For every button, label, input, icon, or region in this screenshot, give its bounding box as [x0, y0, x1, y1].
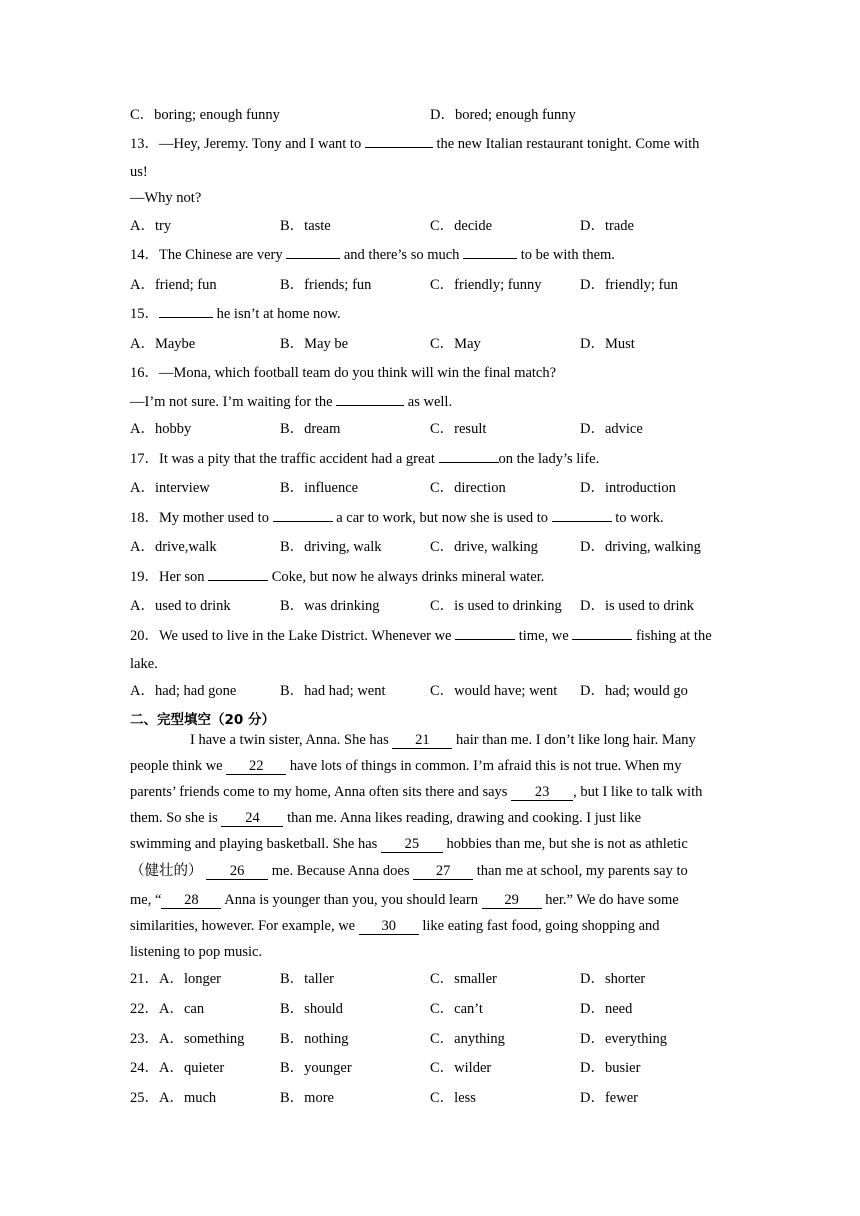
passage-line	[130, 917, 660, 935]
q12-option-c: C．boring; enough funny	[130, 107, 280, 123]
q19-stem	[130, 568, 544, 586]
q25-option-a: 25．A．much	[130, 1090, 217, 1106]
text-segment: me, “	[130, 892, 162, 908]
q15-option-d: D．Must	[580, 336, 635, 352]
q16-stem: 16．—Mona, which football team do you think will win the final match?	[130, 365, 557, 381]
q16-option-c: C．result	[430, 421, 487, 437]
q13-reply: —Why not?	[130, 190, 202, 206]
q18-option-d: D．driving, walking	[580, 539, 701, 555]
passage-line	[130, 809, 641, 827]
q18-option-b: B．driving, walk	[280, 539, 382, 555]
q23-option-a: 23．A．something	[130, 1031, 245, 1047]
answer-blank	[439, 462, 499, 463]
q16-option-d: D．advice	[580, 421, 643, 437]
q14-option-c: C．friendly; funny	[430, 277, 542, 293]
text-segment: as well.	[404, 394, 453, 410]
cloze-blank: 22	[226, 759, 286, 775]
q18-option-c: C．drive, walking	[430, 539, 538, 555]
text-segment: than me at school, my parents say to	[473, 863, 688, 879]
q15-option-a: A．Maybe	[130, 336, 196, 352]
cloze-blank: 21	[392, 733, 452, 749]
text-segment: , but I like to talk with	[573, 784, 703, 800]
answer-blank	[208, 580, 268, 581]
text-segment: （健壮的）	[130, 863, 207, 879]
q24-option-b: B．younger	[280, 1060, 352, 1076]
text-segment: than me. Anna likes reading, drawing and cooking. I just like	[283, 810, 642, 826]
q21-option-b: B．taller	[280, 971, 334, 987]
q13-option-c: C．decide	[430, 218, 493, 234]
text-segment: her.” We do have some	[541, 892, 679, 908]
q16-option-b: B．dream	[280, 421, 341, 437]
cloze-blank: 24	[221, 811, 283, 827]
text-segment: like eating fast food, going shopping and	[418, 918, 660, 934]
text-segment: the new Italian restaurant tonight. Come with	[432, 136, 700, 152]
text-segment: —I’m not sure. I’m waiting for the	[130, 394, 337, 410]
answer-blank	[159, 317, 213, 318]
text-segment: people think we	[130, 758, 227, 774]
q14-option-a: A．friend; fun	[130, 277, 217, 293]
passage-line: listening to pop music.	[130, 944, 263, 960]
q13-stem-cont: us!	[130, 164, 148, 180]
answer-blank	[336, 405, 404, 406]
answer-blank	[365, 147, 433, 148]
cloze-blank: 25	[381, 837, 443, 853]
text-segment: to work.	[611, 510, 664, 526]
q14-stem	[130, 246, 615, 264]
q12-option-d: D．bored; enough funny	[430, 107, 576, 123]
cloze-blank: 26	[206, 864, 268, 880]
answer-blank	[463, 258, 517, 259]
text-segment: and there’s so much	[340, 247, 464, 263]
text-segment: have lots of things in common. I’m afraid this is not true. When my	[286, 758, 682, 774]
text-segment: 19．Her son	[130, 569, 209, 585]
q23-option-d: D．everything	[580, 1031, 667, 1047]
q17-option-a: A．interview	[130, 480, 210, 496]
q18-stem	[130, 509, 664, 527]
answer-blank	[572, 639, 632, 640]
q13-option-a: A．try	[130, 218, 172, 234]
cloze-blank: 27	[413, 864, 473, 880]
q22-option-a: 22．A．can	[130, 1001, 205, 1017]
q17-option-c: C．direction	[430, 480, 506, 496]
answer-blank	[552, 521, 612, 522]
q15-option-c: C．May	[430, 336, 481, 352]
text-segment: me. Because Anna does	[268, 863, 414, 879]
passage-line	[130, 757, 681, 775]
q13-option-b: B．taste	[280, 218, 331, 234]
answer-blank	[273, 521, 333, 522]
q19-option-c: C．is used to drinking	[430, 598, 562, 614]
q25-option-c: C．less	[430, 1090, 476, 1106]
text-segment: on the lady’s life.	[498, 451, 600, 467]
cloze-blank: 29	[482, 893, 542, 909]
cloze-blank: 30	[359, 919, 419, 935]
text-segment: he isn’t at home now.	[213, 306, 341, 322]
section-heading: 二、完型填空（20 分）	[130, 712, 275, 728]
passage-line	[130, 783, 702, 801]
passage-line	[130, 862, 688, 880]
q17-option-b: B．influence	[280, 480, 359, 496]
text-segment: to be with them.	[517, 247, 615, 263]
text-segment: 17．It was a pity that the traffic accident had a great	[130, 451, 439, 467]
q13-option-d: D．trade	[580, 218, 634, 234]
q17-option-d: D．introduction	[580, 480, 676, 496]
text-segment: Anna is younger than you, you should learn	[221, 892, 482, 908]
text-segment: swimming and playing basketball. She has	[130, 836, 381, 852]
q19-option-b: B．was drinking	[280, 598, 380, 614]
text-segment: 15．	[130, 306, 159, 322]
q15-option-b: B．May be	[280, 336, 349, 352]
q20-option-b: B．had had; went	[280, 683, 386, 699]
passage-line	[130, 835, 688, 853]
q22-option-d: D．need	[580, 1001, 633, 1017]
passage-line	[130, 891, 679, 909]
text-segment: I have a twin sister, Anna. She has	[190, 732, 393, 748]
q20-option-d: D．had; would go	[580, 683, 688, 699]
cloze-blank: 28	[161, 893, 221, 909]
q24-option-a: 24．A．quieter	[130, 1060, 225, 1076]
q22-option-c: C．can’t	[430, 1001, 483, 1017]
text-segment: 13．—Hey, Jeremy. Tony and I want to	[130, 136, 365, 152]
q16-reply	[130, 393, 452, 411]
text-segment: similarities, however. For example, we	[130, 918, 359, 934]
q16-option-a: A．hobby	[130, 421, 192, 437]
q14-option-d: D．friendly; fun	[580, 277, 678, 293]
q14-option-b: B．friends; fun	[280, 277, 372, 293]
q15-stem	[130, 305, 341, 323]
text-segment: 14．The Chinese are very	[130, 247, 287, 263]
q22-option-b: B．should	[280, 1001, 343, 1017]
q20-stem	[130, 627, 712, 645]
q24-option-c: C．wilder	[430, 1060, 492, 1076]
q21-option-d: D．shorter	[580, 971, 646, 987]
text-segment: parents’ friends come to my home, Anna often sits there and says	[130, 784, 512, 800]
q20-option-c: C．would have; went	[430, 683, 558, 699]
q18-option-a: A．drive,walk	[130, 539, 217, 555]
q21-option-c: C．smaller	[430, 971, 497, 987]
text-segment: 18．My mother used to	[130, 510, 273, 526]
q17-stem	[130, 450, 599, 468]
q21-option-a: 21．A．longer	[130, 971, 222, 987]
passage-line	[190, 731, 696, 749]
answer-blank	[455, 639, 515, 640]
text-segment: time, we	[515, 628, 573, 644]
q25-option-d: D．fewer	[580, 1090, 638, 1106]
text-segment: Coke, but now he always drinks mineral water.	[268, 569, 545, 585]
q24-option-d: D．busier	[580, 1060, 641, 1076]
q13-stem	[130, 135, 699, 153]
text-segment: fishing at the	[632, 628, 712, 644]
text-segment: them. So she is	[130, 810, 222, 826]
text-segment: hobbies than me, but she is not as athletic	[442, 836, 688, 852]
text-segment: a car to work, but now she is used to	[332, 510, 552, 526]
cloze-blank: 23	[511, 785, 573, 801]
q20-stem-cont: lake.	[130, 656, 158, 672]
q19-option-a: A．used to drink	[130, 598, 231, 614]
answer-blank	[286, 258, 340, 259]
text-segment: hair than me. I don’t like long hair. Many	[452, 732, 696, 748]
q19-option-d: D．is used to drink	[580, 598, 694, 614]
q23-option-c: C．anything	[430, 1031, 505, 1047]
q25-option-b: B．more	[280, 1090, 334, 1106]
text-segment: 20．We used to live in the Lake District. Whenever we	[130, 628, 456, 644]
q20-option-a: A．had; had gone	[130, 683, 237, 699]
q23-option-b: B．nothing	[280, 1031, 349, 1047]
